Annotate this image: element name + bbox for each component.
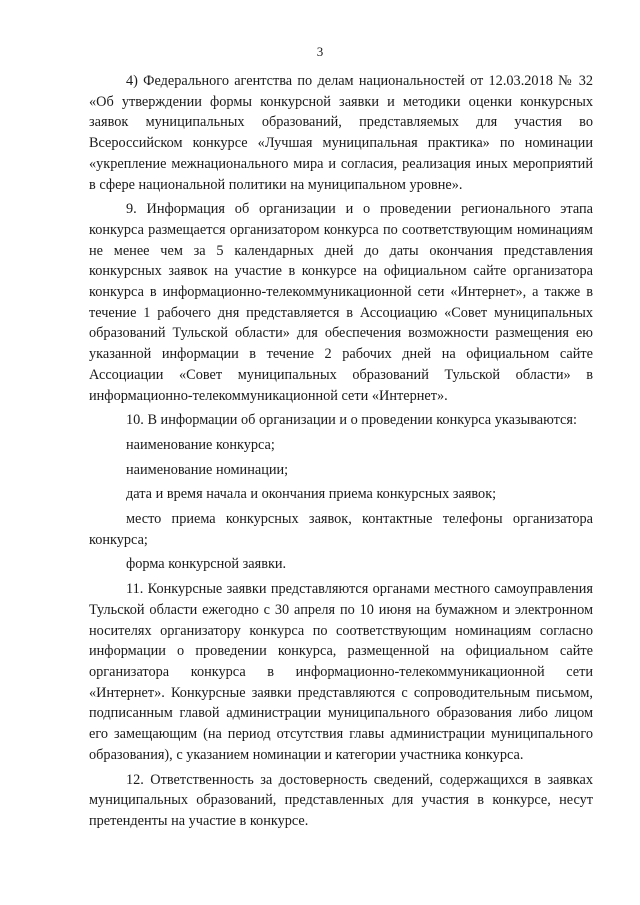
paragraph-9: 9. Информация об организации и о проведении регионального этапа конкурса размещается организатором конкурса по соответствующим номинациям не менее чем за 5 календарных дней до даты окончания представления конкурсных заявок на участие в конкурсе на официальном сайте организатора конкурса в информационно-телекоммуникационной сети «Интернет», а также в течение 1 рабочего дня представляется в Ассоциацию «Совет муниципальных образований Тульской области» для обеспечения возможности размещения ею указанной информации в течение 2 рабочих дней на официальном сайте Ассоциации «Совет муниципальных образований Тульской области» в информационно-телекоммуникационной сети «Интернет». <box>89 201 593 404</box>
list-item: наименование номинации; <box>126 461 289 478</box>
page-number: 3 <box>316 44 324 59</box>
document-body <box>89 71 593 832</box>
list-item: место приема конкурсных заявок, контактные телефоны организатора конкурса; <box>89 511 593 548</box>
paragraph-item-4: 4) Федерального агентства по делам национальностей от 12.03.2018 № 32 «Об утверждении формы конкурсной заявки и методики оценки конкурсных заявок муниципальных образований, представляемых для участия во Всероссийском конкурсе «Лучшая муниципальная практика» по номинации «укрепление межнационального мира и согласия, реализация иных мероприятий в сфере национальной политики на муниципальном уровне». <box>89 73 593 193</box>
list-item: дата и время начала и окончания приема конкурсных заявок; <box>126 486 497 503</box>
list-item: наименование конкурса; <box>126 436 275 453</box>
list-item: форма конкурсной заявки. <box>126 556 287 573</box>
paragraph-10: 10. В информации об организации и о проведении конкурса указываются: <box>126 412 577 429</box>
paragraph-12: 12. Ответственность за достоверность сведений, содержащихся в заявках муниципальных образований, представленных для участия в конкурсе, несут претенденты на участие в конкурсе. <box>89 771 593 829</box>
paragraph-11: 11. Конкурсные заявки представляются органами местного самоуправления Тульской области ежегодно с 30 апреля по 10 июня на бумажном и электронном носителях организатору конкурса по соответствующим номинациям согласно информации о проведении конкурса, размещенной на официальном сайте организатора конкурса в информационно-телекоммуникационной сети «Интернет». Конкурсные заявки представляются с сопроводительным письмом, подписанным главой администрации муниципального образования либо лицом его замещающим (на период отсутствия главы администрации муниципального образования), с указанием номинации и категории участника конкурса. <box>89 581 593 763</box>
